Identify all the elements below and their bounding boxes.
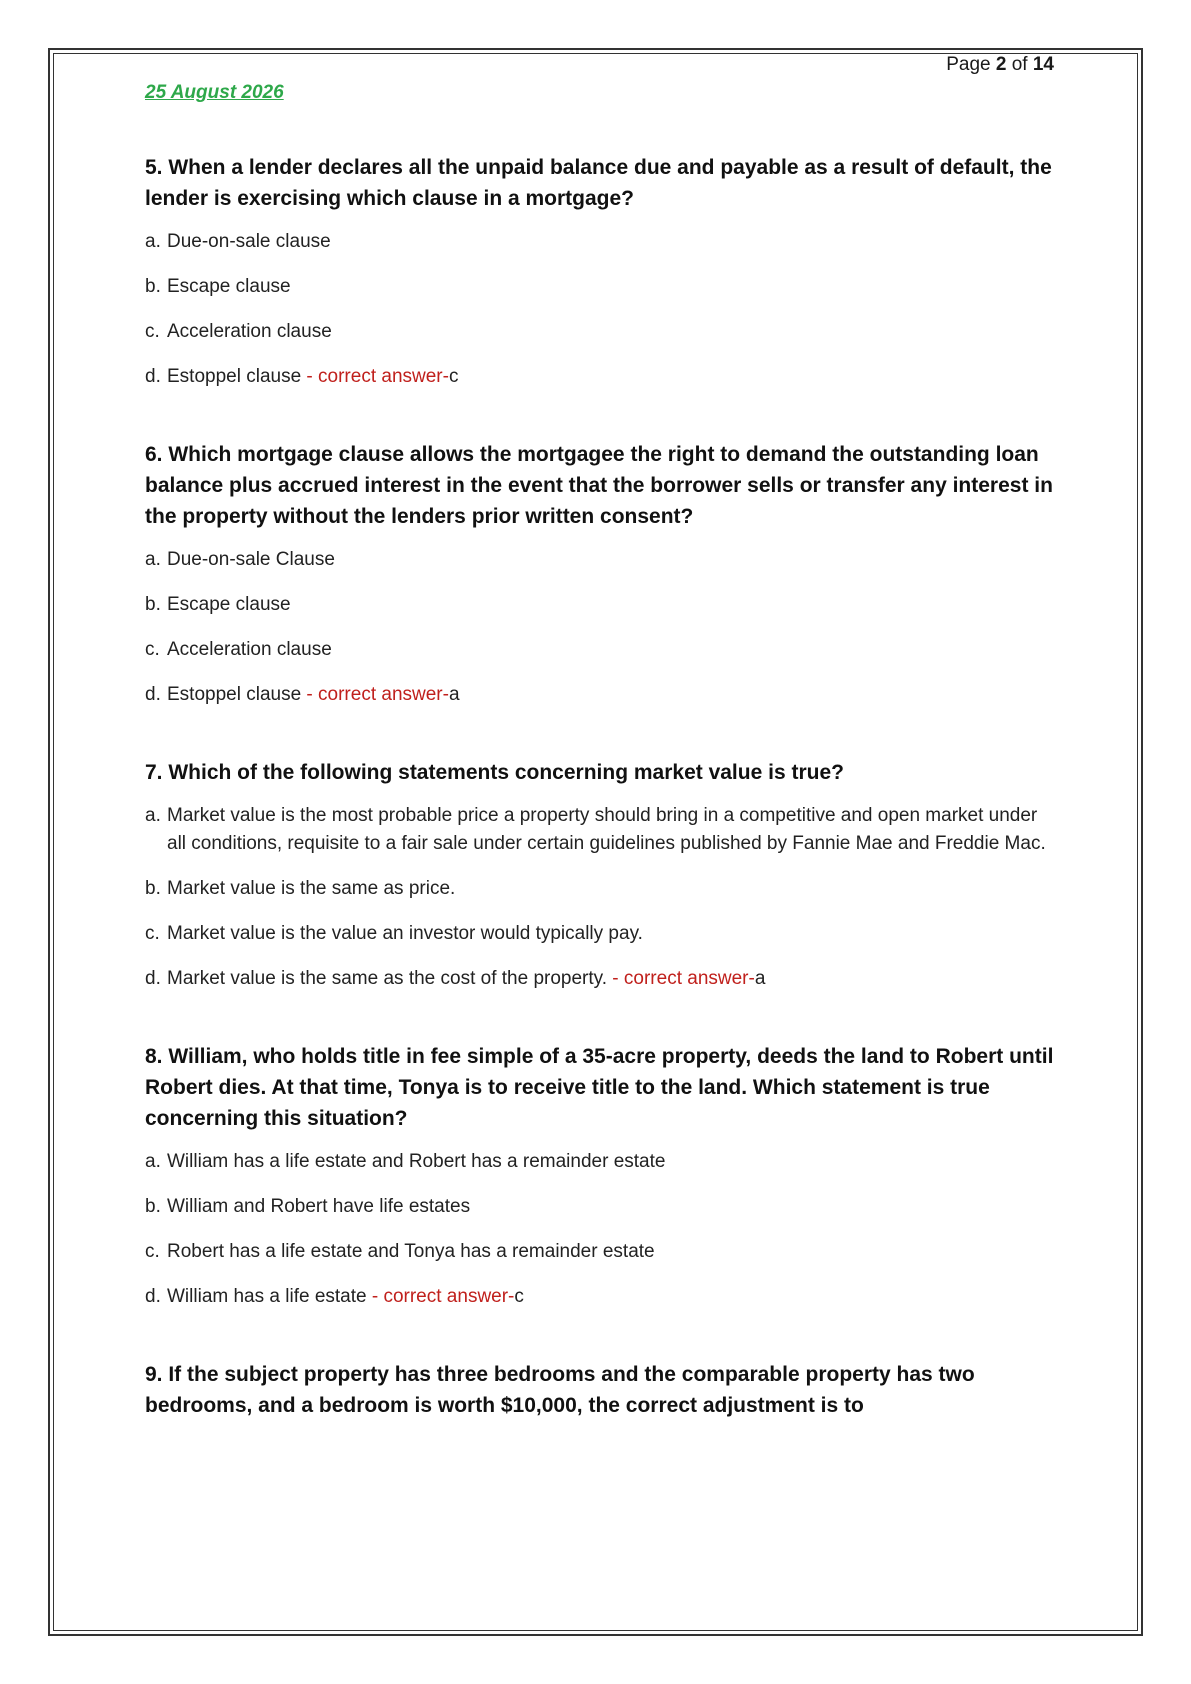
- option-text: Estoppel clause: [167, 366, 302, 387]
- question-text: 7. Which of the following statements concerning market value is true?: [145, 761, 844, 784]
- page-current: 2: [995, 54, 1007, 75]
- question-text: 9. If the subject property has three bedrooms and the comparable property has two bedrooms, and a bedroom is worth $10,000, the correct adjustment is to: [145, 1363, 975, 1417]
- answer-option: [145, 681, 1055, 709]
- option-text-with-answer: [167, 1283, 1055, 1311]
- option-text: Acceleration clause: [167, 321, 332, 342]
- option-letter: b.: [145, 878, 161, 899]
- option-text: William has a life estate: [167, 1286, 367, 1307]
- correct-answer-letter: a: [754, 968, 766, 989]
- option-text: Due-on-sale clause: [167, 231, 331, 252]
- correct-answer-marker: - correct answer-: [366, 1286, 515, 1307]
- page-of: of: [1011, 54, 1028, 75]
- answer-option: [145, 875, 1055, 903]
- answer-option: [145, 363, 1055, 391]
- option-letter: d.: [145, 968, 161, 989]
- option-letter: a.: [145, 805, 161, 826]
- correct-answer-marker: - correct answer-: [301, 366, 449, 387]
- correct-answer-letter: c: [448, 366, 459, 387]
- option-text: Market value is the same as the cost of the property.: [167, 968, 608, 989]
- option-text-with-answer: [167, 965, 1055, 993]
- question: [145, 757, 1055, 993]
- option-letter: c.: [145, 1241, 160, 1262]
- option-text: Market value is the most probable price a property should bring in a competitive and open market under all conditions, requisite to a fair sale under certain guidelines published by Fannie Mae and Freddie Mac.: [167, 805, 1046, 854]
- answer-option: [145, 546, 1055, 574]
- option-text: Acceleration clause: [167, 639, 332, 660]
- answer-option: [145, 318, 1055, 346]
- option-letter: b.: [145, 276, 161, 297]
- option-text-with-answer: [167, 681, 1055, 709]
- option-text-with-answer: [167, 363, 1055, 391]
- option-text: Robert has a life estate and Tonya has a remainder estate: [167, 1241, 655, 1262]
- question: [145, 1041, 1055, 1311]
- page-total: 14: [1032, 54, 1054, 75]
- option-text: Market value is the value an investor would typically pay.: [167, 923, 643, 944]
- option-letter: a.: [145, 1151, 161, 1172]
- option-letter: d.: [145, 1286, 161, 1307]
- document-date: 25 August 2026: [145, 82, 284, 103]
- option-letter: d.: [145, 684, 161, 705]
- question-text: 6. Which mortgage clause allows the mortgagee the right to demand the outstanding loan balance plus accrued interest in the event that the borrower sells or transfer any interest in the property without the lenders prior written consent?: [145, 443, 1053, 528]
- option-text: William and Robert have life estates: [167, 1196, 471, 1217]
- answer-option: [145, 273, 1055, 301]
- option-letter: c.: [145, 639, 160, 660]
- correct-answer-letter: c: [514, 1286, 524, 1307]
- option-text: Escape clause: [167, 276, 291, 297]
- answer-option: [145, 1148, 1055, 1176]
- page-number: [946, 54, 1054, 76]
- option-letter: a.: [145, 549, 161, 570]
- answer-option: [145, 228, 1055, 256]
- question: [145, 1359, 1055, 1421]
- option-letter: c.: [145, 321, 160, 342]
- answer-option: [145, 1238, 1055, 1266]
- correct-answer-marker: - correct answer-: [301, 684, 449, 705]
- option-letter: c.: [145, 923, 160, 944]
- option-letter: d.: [145, 366, 161, 387]
- option-letter: a.: [145, 231, 161, 252]
- option-text: Due-on-sale Clause: [167, 549, 335, 570]
- option-text: Escape clause: [167, 594, 291, 615]
- option-text: William has a life estate and Robert has a remainder estate: [167, 1151, 666, 1172]
- answer-option: [145, 636, 1055, 664]
- question-text: 5. When a lender declares all the unpaid balance due and payable as a result of default, the lender is exercising which clause in a mortgage?: [145, 156, 1052, 210]
- question: [145, 439, 1055, 709]
- option-letter: b.: [145, 594, 161, 615]
- answer-option: [145, 1283, 1055, 1311]
- answer-option: [145, 802, 1055, 858]
- correct-answer-letter: a: [448, 684, 460, 705]
- answer-option: [145, 1193, 1055, 1221]
- answer-option: [145, 965, 1055, 993]
- correct-answer-marker: - correct answer-: [607, 968, 755, 989]
- option-text: Estoppel clause: [167, 684, 302, 705]
- answer-option: [145, 920, 1055, 948]
- question: [145, 152, 1055, 391]
- answer-option: [145, 591, 1055, 619]
- question-list: [145, 152, 1055, 1469]
- option-text: Market value is the same as price.: [167, 878, 456, 899]
- question-text: 8. William, who holds title in fee simple of a 35-acre property, deeds the land to Robert until Robert dies. At that time, Tonya is to receive title to the land. Which statement is true concerning this situation?: [145, 1045, 1054, 1130]
- option-letter: b.: [145, 1196, 161, 1217]
- page-label: Page: [946, 54, 991, 75]
